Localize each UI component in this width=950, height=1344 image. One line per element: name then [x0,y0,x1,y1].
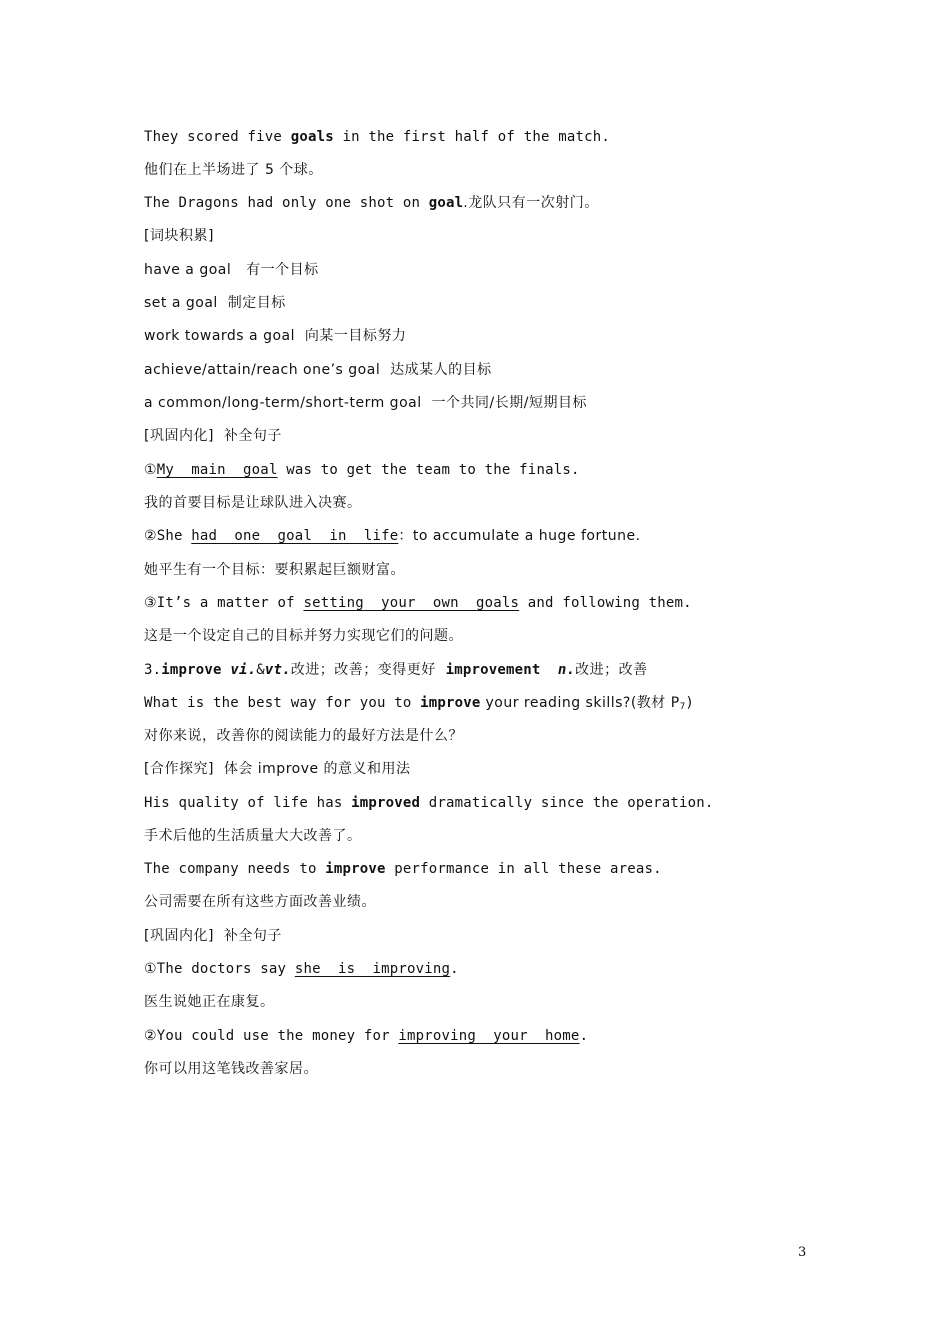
text-line [144,660,648,680]
text-line [144,493,362,513]
text-segment: . [450,961,459,977]
text-segment: have a goal 有一个目标 [144,262,319,278]
text-segment: vi. [230,662,257,678]
text-line [144,326,406,346]
text-segment: 你可以用这笔钱改善家居。 [144,1061,318,1077]
text-line [144,1026,588,1046]
text-segment: achieve/attain/reach one’s goal 达成某人的目标 [144,362,492,378]
text-line [144,226,214,246]
text-line [144,726,463,746]
text-line [144,526,641,546]
key-word: improve [161,662,222,678]
text-segment: The Dragons had only one shot on [144,195,429,211]
text-segment: ③It’s a matter of [144,595,304,611]
text-segment: 她平生有一个目标：要积累起巨额财富。 [144,562,405,578]
filled-blank: setting your own goals [303,595,520,611]
text-segment: n. [557,662,576,678]
text-segment: your reading skills?(教材 P [480,695,680,711]
text-segment: ①The doctors say [144,961,295,977]
text-segment: in the first half of the match. [333,129,610,145]
text-line [144,626,463,646]
filled-blank: she is improving [294,961,451,977]
text-line [144,560,405,580]
text-segment: 我的首要目标是让球队进入决赛。 [144,495,362,511]
key-word: goal [428,195,464,211]
text-segment: ②You could use the money for [144,1028,399,1044]
text-line [144,693,694,717]
text-line [144,826,362,846]
text-segment: 对你来说，改善你的阅读能力的最好方法是什么？ [144,728,463,744]
text-segment: ：to accumulate a huge fortune. [398,528,641,544]
text-segment: performance in all these areas. [385,861,662,877]
text-segment: 公司需要在所有这些方面改善业绩。 [144,894,376,910]
text-segment: What is the best way for you to [144,695,421,711]
text-line [144,759,411,779]
text-line [144,959,459,979]
text-segment: ②She [144,528,192,544]
text-segment: 改进；改善 [575,662,648,678]
text-segment: [巩固内化] 补全句子 [144,428,282,444]
key-word: goals [290,129,334,145]
text-segment: and following them. [519,595,692,611]
text-segment: [巩固内化] 补全句子 [144,928,282,944]
text-segment: They scored five [144,129,291,145]
text-segment: The company needs to [144,861,326,877]
text-segment: work towards a goal 向某一目标努力 [144,328,407,344]
page-number: 3 [798,1245,807,1260]
text-segment: ) [685,695,694,711]
text-line [144,926,282,946]
text-line [144,260,319,280]
text-segment [541,662,558,678]
text-segment: ① [144,462,157,478]
text-segment: 医生说她正在康复。 [144,994,275,1010]
text-segment: 3. [144,662,162,678]
text-segment: [合作探究] 体会 improve 的意义和用法 [144,761,411,777]
text-segment: .龙队只有一次射门。 [463,195,599,211]
text-line [144,426,282,446]
text-segment: His quality of life has [144,795,352,811]
text-line [144,892,376,912]
text-segment: . [579,1028,589,1044]
filled-blank: improving your home [398,1028,580,1044]
text-segment: a common/long-term/short-term goal 一个共同/长期/短期目标 [144,395,587,411]
text-segment: 这是一个设定自己的目标并努力实现它们的问题。 [144,628,463,644]
text-segment: 7 [679,702,686,712]
text-segment: set a goal 制定目标 [144,295,286,311]
text-line [144,193,599,213]
text-segment: 手术后他的生活质量大大改善了。 [144,828,362,844]
text-line [144,127,610,147]
text-segment: [词块积累] [144,228,214,244]
text-line [144,160,323,180]
text-line [144,593,692,613]
key-word: improvement [445,662,541,678]
text-line [144,293,286,313]
text-line [144,992,275,1012]
text-line [144,793,714,813]
text-segment: dramatically since the operation. [420,795,714,811]
text-line [144,393,587,413]
text-line [144,460,580,480]
filled-blank: My main goal [156,462,278,478]
text-segment: & [256,662,265,678]
filled-blank: had one goal in life [191,528,399,544]
key-word: improve [420,695,481,711]
text-line [144,1059,318,1079]
text-segment: 改进；改善；变得更好 [290,662,446,678]
key-word: improve [325,861,386,877]
key-word: improved [351,795,421,811]
text-segment: vt. [264,662,291,678]
text-segment: was to get the team to the finals. [277,462,580,478]
text-segment: 他们在上半场进了 5 个球。 [144,162,323,178]
text-line [144,360,492,380]
text-line [144,859,662,879]
